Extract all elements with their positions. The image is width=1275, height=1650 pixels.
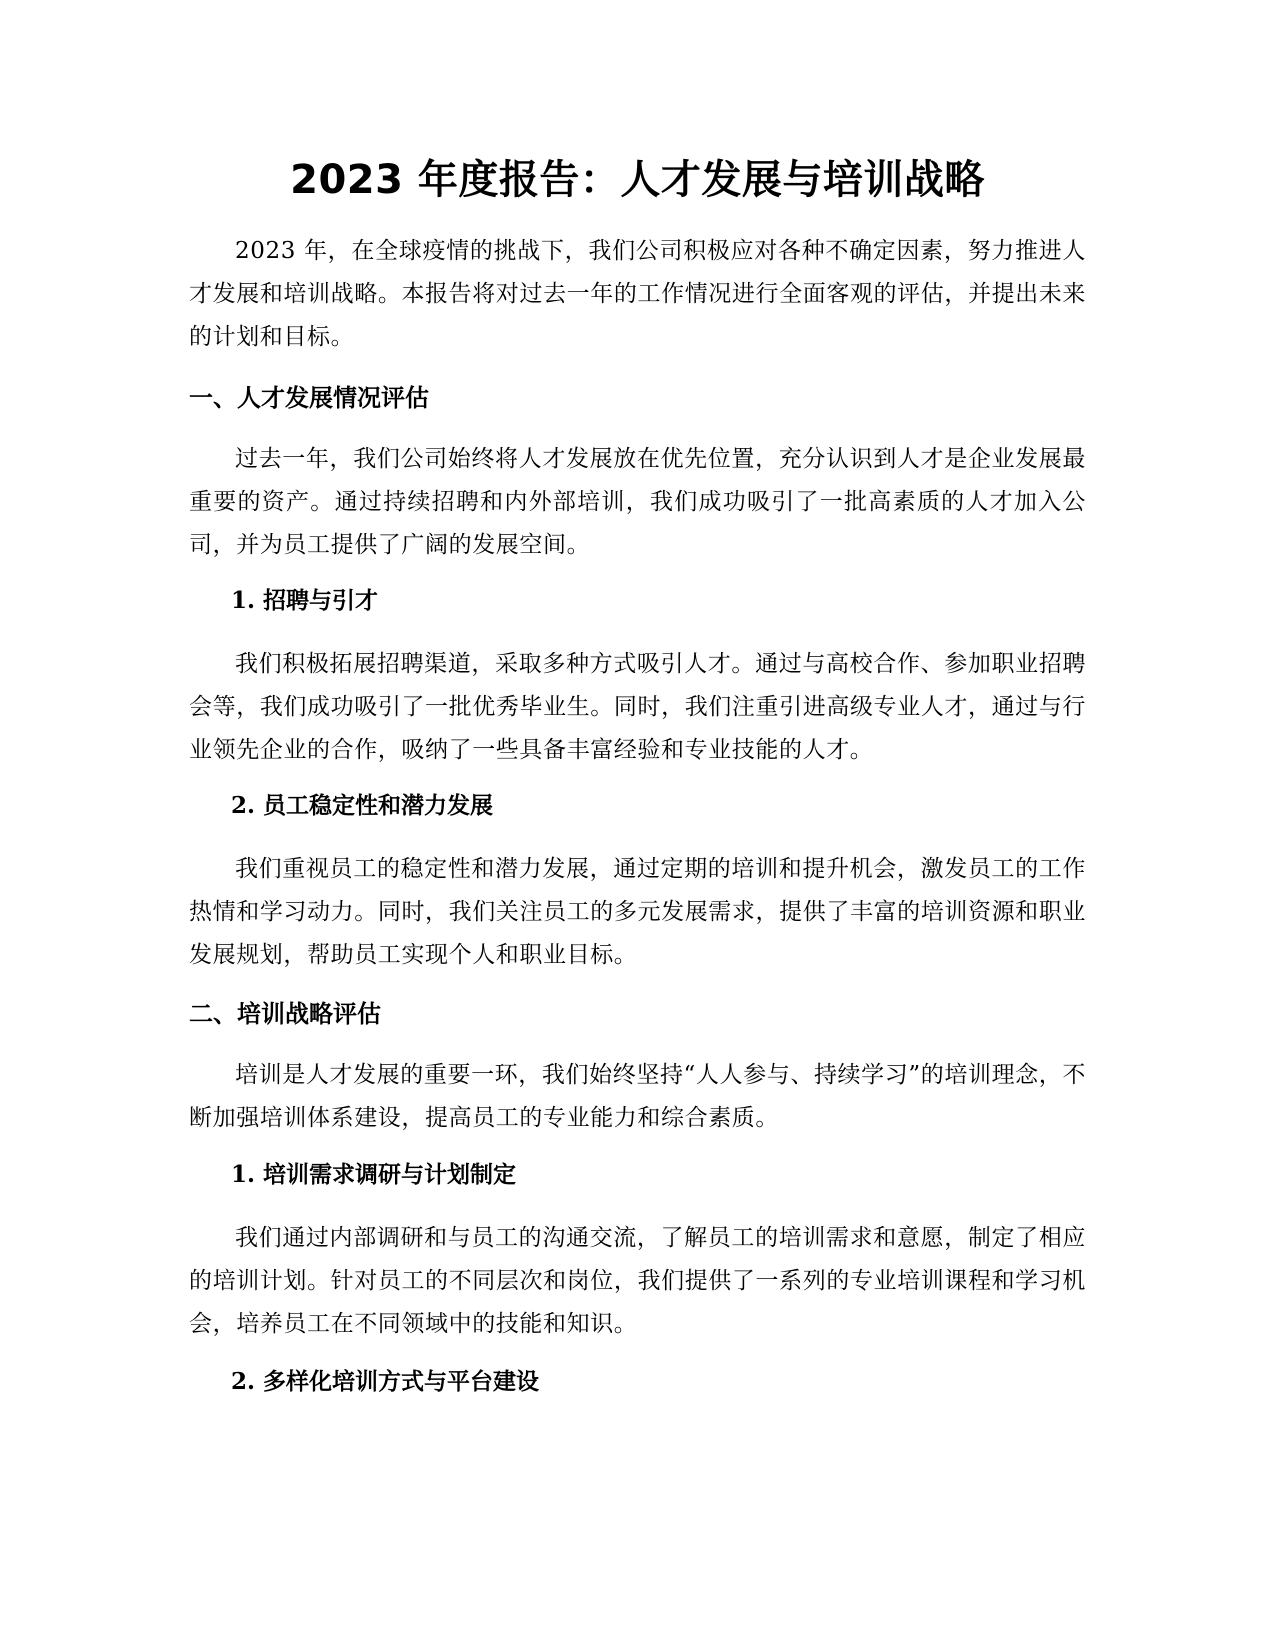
subsection-paragraph-training-needs: 我们通过内部调研和与员工的沟通交流，了解员工的培训需求和意愿，制定了相应的培训计划。针对员工的不同层次和岗位，我们提供了一系列的专业培训课程和学习机会，培养员工在不同领域中的技能和知识。: [189, 1225, 1086, 1337]
subsection-paragraph-recruitment: 我们积极拓展招聘渠道，采取多种方式吸引人才。通过与高校合作、参加职业招聘会等，我们成功吸引了一批优秀毕业生。同时，我们注重引进高级专业人才，通过与行业领先企业的合作，吸纳了一些具备丰富经验和专业技能的人才。: [189, 651, 1086, 763]
subsection-paragraph-employee-stability: 我们重视员工的稳定性和潜力发展，通过定期的培训和提升机会，激发员工的工作热情和学习动力。同时，我们关注员工的多元发展需求，提供了丰富的培训资源和职业发展规划，帮助员工实现个人和职业目标。: [189, 856, 1086, 968]
document-title: 2023 年度报告：人才发展与培训战略: [290, 157, 985, 203]
subsection-heading-recruitment: 1. 招聘与引才: [231, 587, 379, 614]
section-heading-training-strategy: 二、培训战略评估: [189, 1000, 381, 1028]
section-paragraph-training-strategy: 培训是人才发展的重要一环，我们始终坚持“人人参与、持续学习”的培训理念，不断加强培训体系建设，提高员工的专业能力和综合素质。: [189, 1062, 1086, 1131]
intro-paragraph: 2023 年，在全球疫情的挑战下，我们公司积极应对各种不确定因素，努力推进人才发展和培训战略。本报告将对过去一年的工作情况进行全面客观的评估，并提出未来的计划和目标。: [189, 238, 1086, 350]
section-heading-talent-development: 一、人才发展情况评估: [189, 384, 429, 412]
subsection-heading-training-needs: 1. 培训需求调研与计划制定: [231, 1161, 517, 1188]
section-paragraph-talent-development: 过去一年，我们公司始终将人才发展放在优先位置，充分认识到人才是企业发展最重要的资产。通过持续招聘和内外部培训，我们成功吸引了一批高素质的人才加入公司，并为员工提供了广阔的发展空间。: [189, 446, 1086, 558]
subsection-heading-diverse-training: 2. 多样化培训方式与平台建设: [231, 1368, 540, 1395]
subsection-heading-employee-stability: 2. 员工稳定性和潜力发展: [231, 792, 494, 819]
